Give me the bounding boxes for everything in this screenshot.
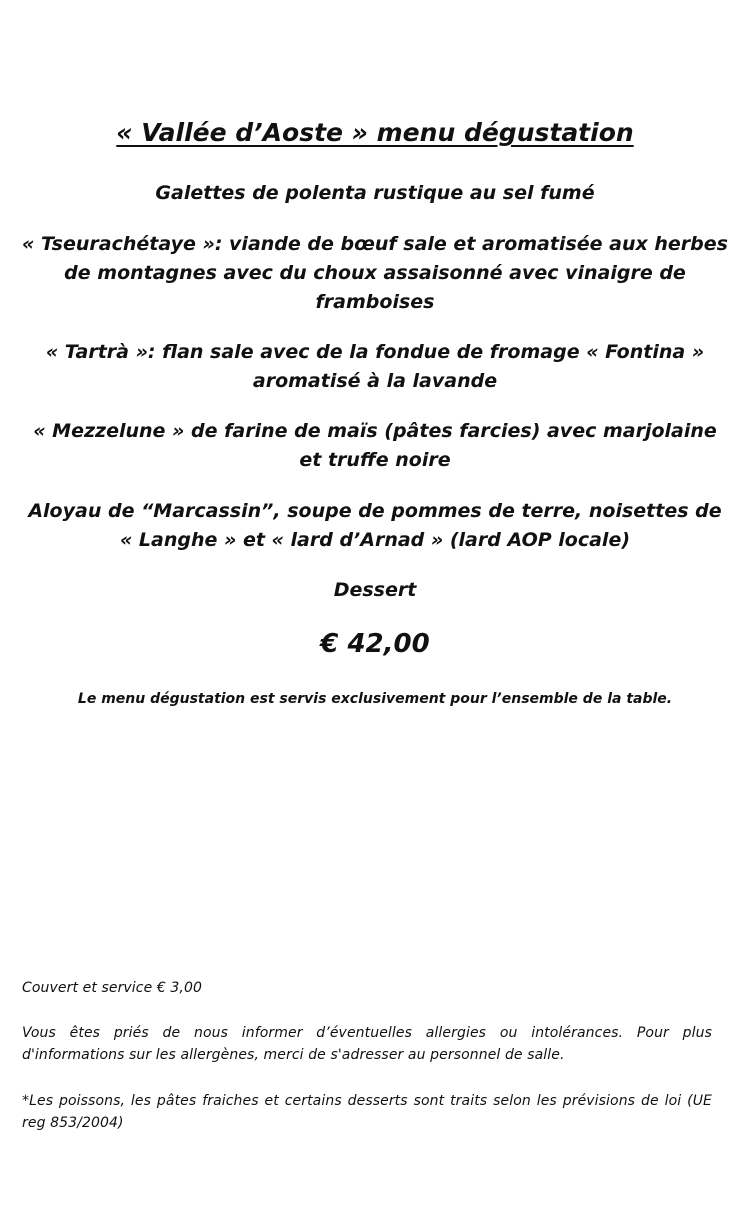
- menu-title-text: « Vallée d’Aoste » menu dégustation: [116, 118, 634, 147]
- cover-charge: Couvert et service € 3,00: [22, 980, 202, 996]
- course-item-5: Aloyau de “Marcassin”, soupe de pommes de terre, noisettes de « Langhe » et « lard d’Arnad » (lard AOP locale): [28, 500, 722, 551]
- course-item-4: « Mezzelune » de farine de maïs (pâtes farcies) avec marjolaine et truffe noire: [33, 420, 717, 471]
- legal-notice: *Les poissons, les pâtes fraiches et certains desserts sont traits selon les prévisions de loi (UE reg 853/2004): [22, 1093, 712, 1131]
- course-item-2: « Tseurachétaye »: viande de bœuf sale et aromatisée aux herbes de montagnes avec du choux assaisonné avec vinaigre de framboises: [22, 233, 728, 313]
- course-item-dessert: Dessert: [333, 579, 417, 601]
- menu-price: € 42,00: [320, 629, 430, 659]
- course-item-1: Galettes de polenta rustique au sel fumé: [155, 182, 595, 204]
- course-item-3: « Tartrà »: flan sale avec de la fondue de fromage « Fontina » aromatisé à la lavande: [45, 341, 705, 392]
- menu-note: Le menu dégustation est servis exclusivement pour l’ensemble de la table.: [77, 691, 673, 707]
- menu-title: [0, 116, 750, 150]
- allergy-notice: Vous êtes priés de nous informer d’éventuelles allergies ou intolérances. Pour plus d'informations sur les allergènes, merci de s'adresser au personnel de salle.: [22, 1025, 712, 1063]
